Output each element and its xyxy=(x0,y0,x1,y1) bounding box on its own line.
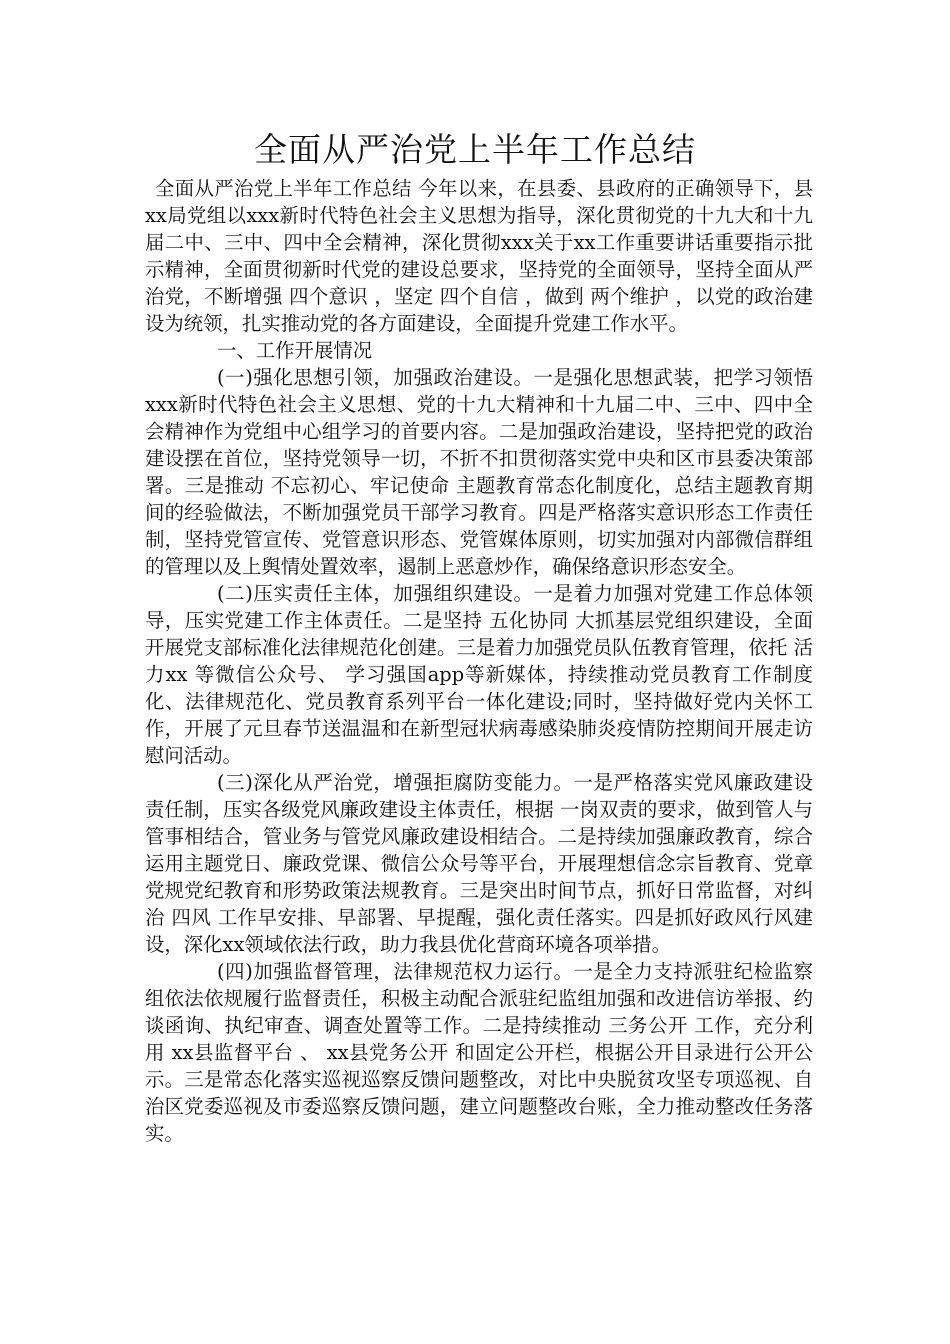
section-heading: 一、工作开展情况 xyxy=(217,339,373,362)
document-title: 全面从严治党上半年工作总结 xyxy=(254,130,696,169)
intro-paragraph: 全面从严治党上半年工作总结 今年以来，在县委、县政府的正确领导下，县xx局党组以xxx新时代特色社会主义思想为指导，深化贯彻党的十九大和十九届二中、三中、四中全会精神，深化贯彻xxx关于xx工作重要讲话重要指示批示精神，全面贯彻新时代党的建设总要求，坚持党的全面领导，坚持全面从严治党，不断增强 四个意识 ，坚定 四个自信 ，做到 两个维护 ，以党的政治建设为统领，扎实推动党的各方面建设，全面提升党建工作水平。 xyxy=(145,177,813,335)
paragraph-anti-corruption: (三)深化从严治党，增强拒腐防变能力。一是严格落实党风廉政建设责任制，压实各级党风廉政建设主体责任，根据 一岗双责的要求，做到管人与管事相结合，管业务与管党风廉政建设相结合。二是持续加强廉政教育，综合运用主题党日、廉政党课、微信公众号等平台，开展理想信念宗旨教育、党章党规党纪教育和形势政策法规教育。三是突出时间节点，抓好日常监督，对纠治 四风 工作早安排、早部署、早提醒，强化责任落实。四是抓好政风行风建设，深化xx领域依法行政，助力我县优化营商环境各项举措。 xyxy=(145,771,813,956)
paragraph-supervision: (四)加强监督管理，法律规范权力运行。一是全力支持派驻纪检监察组依法依规履行监督责任，积极主动配合派驻纪监组加强和改进信访举报、约谈函询、执纪审查、调查处置等工作。二是持续推动 三务公开 工作，充分利用 xx县监督平台 、 xx县党务公开 和固定公开栏，根据公开目录进行公开公示。三是常态化落实巡视巡察反馈问题整改，对比中央脱贫攻坚专项巡视、自治区党委巡视及市委巡察反馈问题，建立问题整改台账，全力推动整改任务落实。 xyxy=(145,960,813,1145)
paragraph-political-building: (一)强化思想引领，加强政治建设。一是强化思想武装，把学习领悟xxx新时代特色社会主义思想、党的十九大精神和十九届二中、三中、四中全会精神作为党组中心组学习的首要内容。二是加强政治建设，坚持把党的政治建设摆在首位，坚持党领导一切，不折不扣贯彻落实党中央和区市县委决策部署。三是推动 不忘初心、牢记使命 主题教育常态化制度化，总结主题教育期间的经验做法，不断加强党员干部学习教育。四是严格落实意识形态工作责任制，坚持党管宣传、党管意识形态、党管媒体原则，切实加强对内部微信群组的管理以及上舆情处置效率，遏制上恶意炒作，确保络意识形态安全。 xyxy=(145,366,813,578)
paragraph-organization-building: (二)压实责任主体，加强组织建设。一是着力加强对党建工作总体领导，压实党建工作主体责任。二是坚持 五化协同 大抓基层党组织建设，全面开展党支部标准化法律规范化创建。三是着力加强党员队伍教育管理，依托 活力xx 等微信公众号、 学习强国app等新媒体，持续推动党员教育工作制度化、法律规范化、党员教育系列平台一体化建设;同时，坚持做好党内关怀工作，开展了元旦春节送温温和在新型冠状病毒感染肺炎疫情防控期间开展走访慰问活动。 xyxy=(145,582,813,767)
document-body xyxy=(145,175,813,1147)
